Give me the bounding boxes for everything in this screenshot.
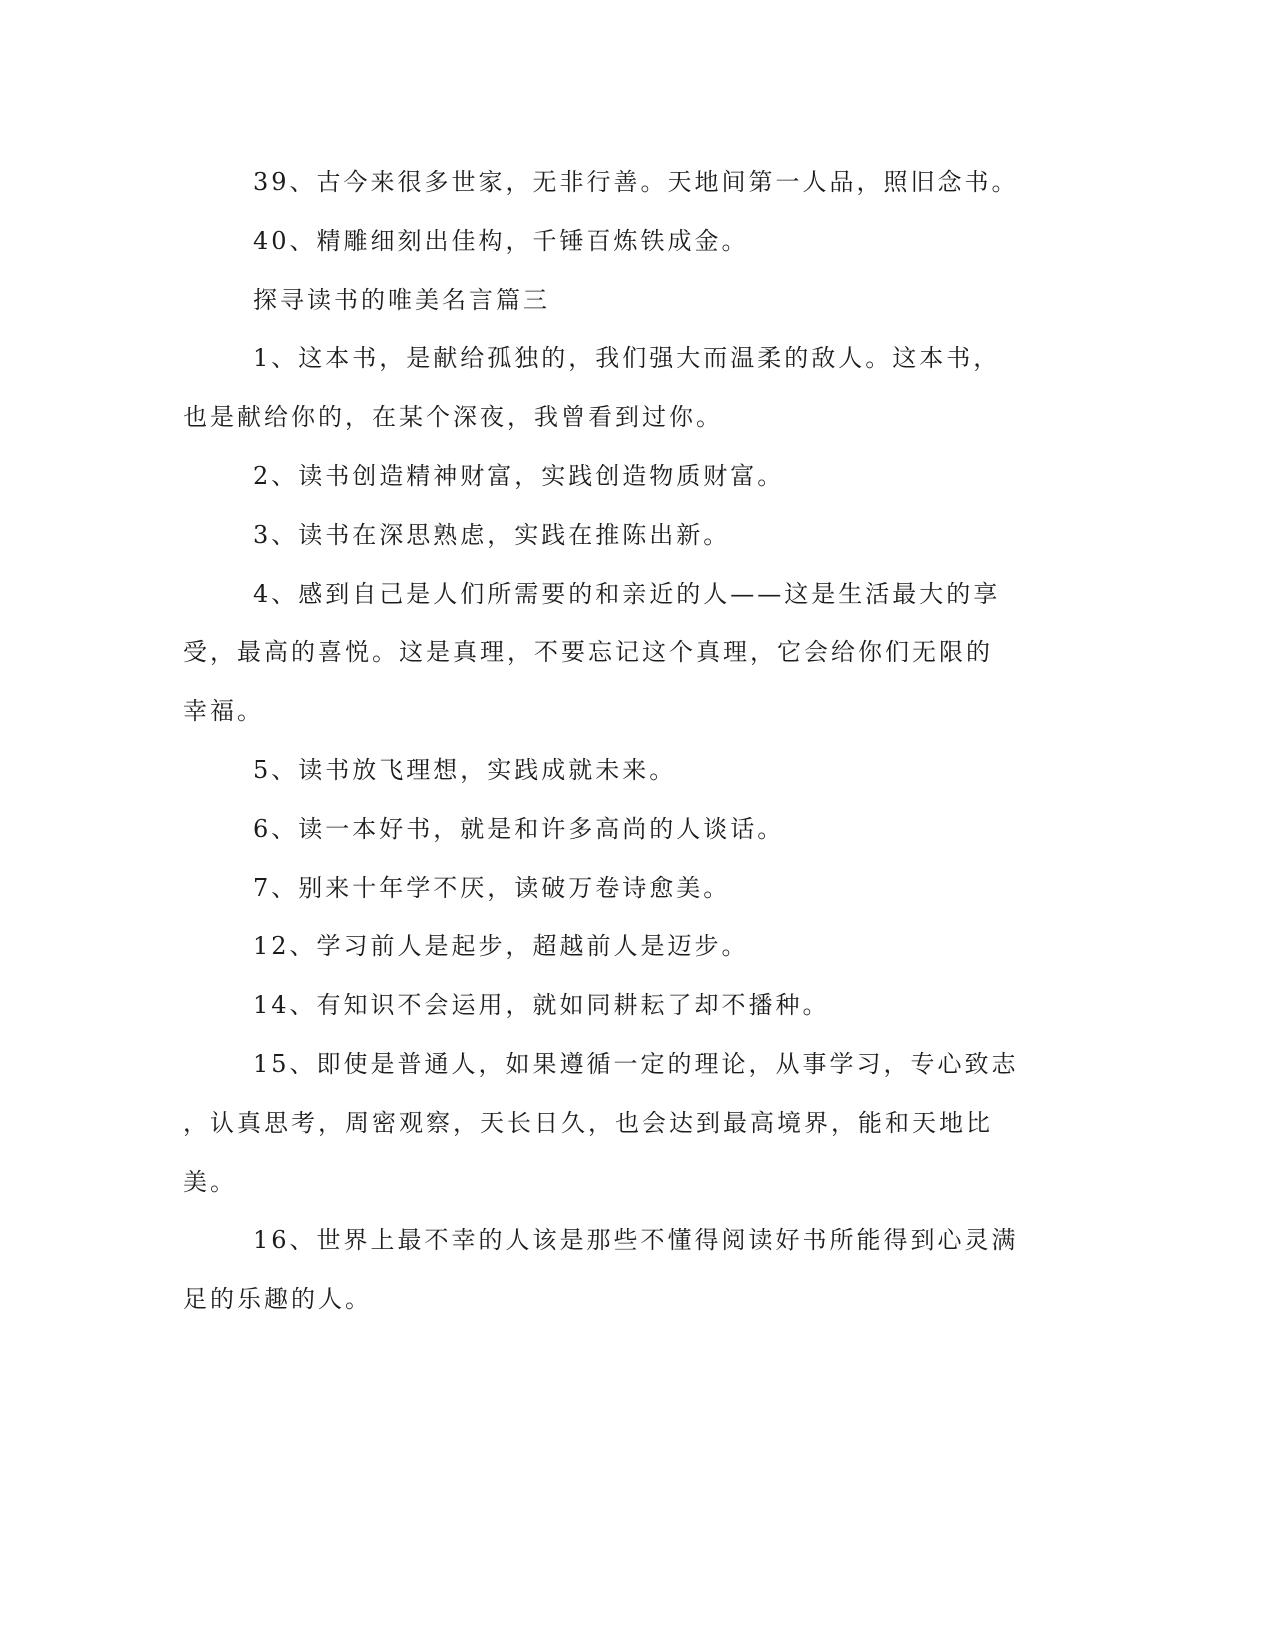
quote-15-line-2: ，认真思考，周密观察，天长日久，也会达到最高境界，能和天地比 [183, 1108, 993, 1137]
quote-6: 6、读一本好书，就是和许多高尚的人谈话。 [253, 814, 785, 843]
quote-4-line-2: 受，最高的喜悦。这是真理，不要忘记这个真理，它会给你们无限的 [183, 638, 993, 667]
quote-15-line-3: 美。 [183, 1167, 237, 1196]
quote-16-line-2: 足的乐趣的人。 [183, 1285, 372, 1314]
quote-40: 40、精雕细刻出佳构，千锤百炼铁成金。 [253, 226, 749, 255]
quote-4-line-1: 4、感到自己是人们所需要的和亲近的人——这是生活最大的享 [253, 579, 1001, 608]
quote-16-line-1: 16、世界上最不幸的人该是那些不懂得阅读好书所能得到心灵满 [253, 1226, 1019, 1255]
quote-14: 14、有知识不会运用，就如同耕耘了却不播种。 [253, 991, 830, 1020]
quote-4-line-3: 幸福。 [183, 697, 264, 726]
quote-7: 7、别来十年学不厌，读破万卷诗愈美。 [253, 873, 731, 902]
quote-1-line-1: 1、这本书，是献给孤独的，我们强大而温柔的敌人。这本书， [253, 344, 1001, 373]
document-body [183, 153, 1043, 1329]
quote-39: 39、古今来很多世家，无非行善。天地间第一人品，照旧念书。 [253, 168, 1019, 196]
quote-12: 12、学习前人是起步，超越前人是迈步。 [253, 932, 749, 961]
quote-1-line-2: 也是献给你的，在某个深夜，我曾看到过你。 [183, 403, 723, 432]
quote-15-line-1: 15、即使是普通人，如果遵循一定的理论，从事学习，专心致志 [253, 1049, 1019, 1078]
quote-3: 3、读书在深思熟虑，实践在推陈出新。 [253, 520, 731, 549]
quote-5: 5、读书放飞理想，实践成就未来。 [253, 755, 677, 784]
section-heading: 探寻读书的唯美名言篇三 [253, 285, 550, 314]
quote-2: 2、读书创造精神财富，实践创造物质财富。 [253, 461, 785, 490]
